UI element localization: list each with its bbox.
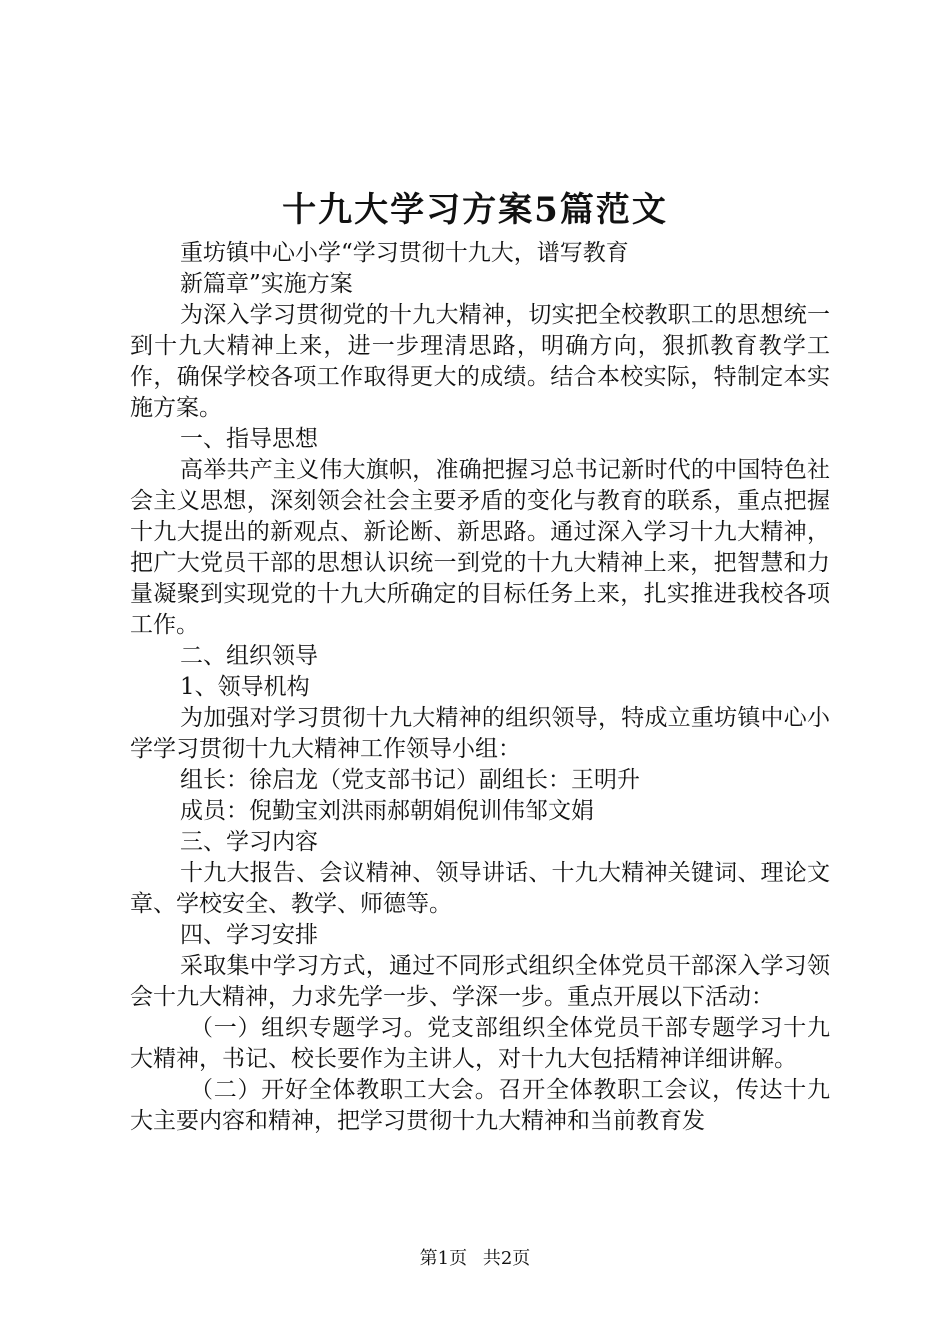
- page-number-current: 第1页: [419, 1248, 468, 1269]
- paragraph-content: 十九大报告、会议精神、领导讲话、十九大精神关键词、理论文章、学校安全、教学、师德等。: [130, 860, 830, 917]
- document-subtitle-line2: 新篇章”实施方案: [180, 271, 353, 297]
- section-heading-guiding-ideology: 一、指导思想: [180, 426, 318, 452]
- page-number-total: 共2页: [482, 1248, 531, 1269]
- paragraph-leadership: 为加强对学习贯彻十九大精神的组织领导，特成立重坊镇中心小学学习贯彻十九大精神工作领导小组：: [130, 705, 830, 762]
- paragraph-arrangement: 采取集中学习方式，通过不同形式组织全体党员干部深入学习领会十九大精神，力求先学一步、学深一步。重点开展以下活动：: [130, 953, 830, 1010]
- document-subtitle-line1: 重坊镇中心小学“学习贯彻十九大，谱写教育: [180, 240, 629, 266]
- paragraph-activity-1: （一）组织专题学习。党支部组织全体党员干部专题学习十九大精神，书记、校长要作为主讲人，对十九大包括精神详细讲解。: [130, 1015, 830, 1072]
- document-title: 十九大学习方案5篇范文: [282, 190, 668, 230]
- section-heading-organization: 二、组织领导: [180, 643, 318, 669]
- document-body: [130, 238, 830, 1137]
- section-heading-arrangement: 四、学习安排: [180, 922, 318, 948]
- paragraph-activity-2: （二）开好全体教职工大会。召开全体教职工会议，传达十九大主要内容和精神，把学习贯彻十九大精神和当前教育发: [130, 1077, 830, 1134]
- section-heading-content: 三、学习内容: [180, 829, 318, 855]
- paragraph-guiding-ideology: 高举共产主义伟大旗帜，准确把握习总书记新时代的中国特色社会主义思想，深刻领会社会主要矛盾的变化与教育的联系，重点把握十九大提出的新观点、新论断、新思路。通过深入学习十九大精神，把广大党员干部的思想认识统一到党的十九大精神上来，把智慧和力量凝聚到实现党的十九大所确定的目标任务上来，扎实推进我校各项工作。: [130, 457, 830, 638]
- paragraph-intro: 为深入学习贯彻党的十九大精神，切实把全校教职工的思想统一到十九大精神上来，进一步理清思路，明确方向，狠抓教育教学工作，确保学校各项工作取得更大的成绩。结合本校实际，特制定本实施方案。: [130, 302, 830, 421]
- paragraph-group-leader: 组长：徐启龙（党支部书记）副组长：王明升: [180, 767, 640, 793]
- page-footer: [0, 1244, 950, 1270]
- subsection-heading-leadership: 1、领导机构: [180, 674, 310, 700]
- paragraph-members: 成员：倪勤宝刘洪雨郝朝娟倪训伟邹文娟: [180, 798, 594, 824]
